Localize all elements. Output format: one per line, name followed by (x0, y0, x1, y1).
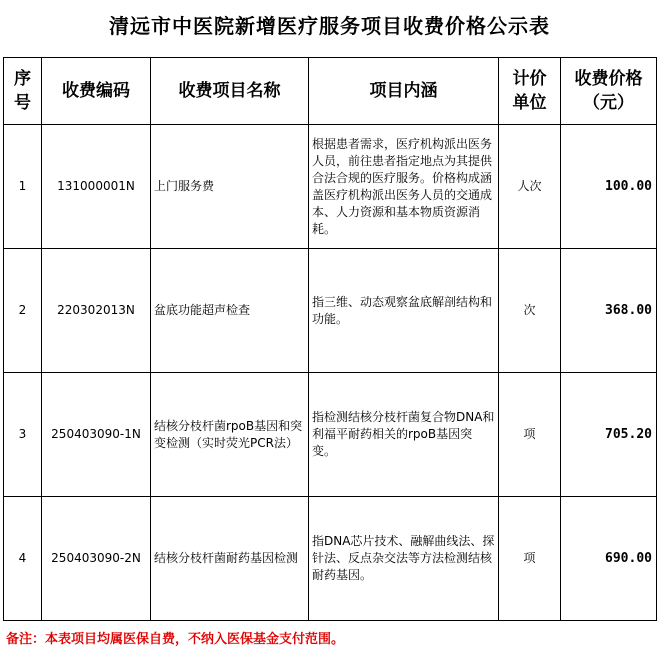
row-code: 250403090-2N (42, 497, 151, 621)
row-code: 220302013N (42, 249, 151, 373)
header-index: 序号 (4, 58, 42, 125)
row-unit: 项 (499, 373, 561, 497)
row-content: 指DNA芯片技术、融解曲线法、探针法、反点杂交法等方法检测结核耐药基因。 (309, 497, 499, 621)
row-price: 690.00 (561, 497, 657, 621)
row-content: 指检测结核分枝杆菌复合物DNA和利福平耐药相关的rpoB基因突变。 (309, 373, 499, 497)
row-content: 根据患者需求，医疗机构派出医务人员，前往患者指定地点为其提供合法合规的医疗服务。价格构成涵盖医疗机构派出医务人员的交通成本、人力资源和基本物质资源消耗。 (309, 125, 499, 249)
header-code: 收费编码 (42, 58, 151, 125)
row-code: 131000001N (42, 125, 151, 249)
header-name: 收费项目名称 (151, 58, 309, 125)
table-row (4, 373, 657, 497)
row-name: 上门服务费 (151, 125, 309, 249)
row-name: 结核分枝杆菌rpoB基因和突变检测（实时荧光PCR法） (151, 373, 309, 497)
page-title: 清远市中医院新增医疗服务项目收费价格公示表 (109, 14, 550, 38)
row-name: 结核分枝杆菌耐药基因检测 (151, 497, 309, 621)
header-content: 项目内涵 (309, 58, 499, 125)
row-index: 4 (4, 497, 42, 621)
row-code: 250403090-1N (42, 373, 151, 497)
row-price: 100.00 (561, 125, 657, 249)
row-index: 3 (4, 373, 42, 497)
row-unit: 人次 (499, 125, 561, 249)
table-row (4, 497, 657, 621)
header-price: 收费价格（元） (561, 58, 657, 125)
footnote: 备注：本表项目均属医保自费，不纳入医保基金支付范围。 (6, 632, 345, 647)
header-unit: 计价单位 (499, 58, 561, 125)
table-row (4, 125, 657, 249)
row-name: 盆底功能超声检查 (151, 249, 309, 373)
row-unit: 次 (499, 249, 561, 373)
row-content: 指三维、动态观察盆底解剖结构和功能。 (309, 249, 499, 373)
table-row (4, 249, 657, 373)
table-header-row (4, 58, 657, 125)
row-price: 368.00 (561, 249, 657, 373)
row-price: 705.20 (561, 373, 657, 497)
row-index: 1 (4, 125, 42, 249)
price-table (3, 57, 657, 621)
row-index: 2 (4, 249, 42, 373)
row-unit: 项 (499, 497, 561, 621)
